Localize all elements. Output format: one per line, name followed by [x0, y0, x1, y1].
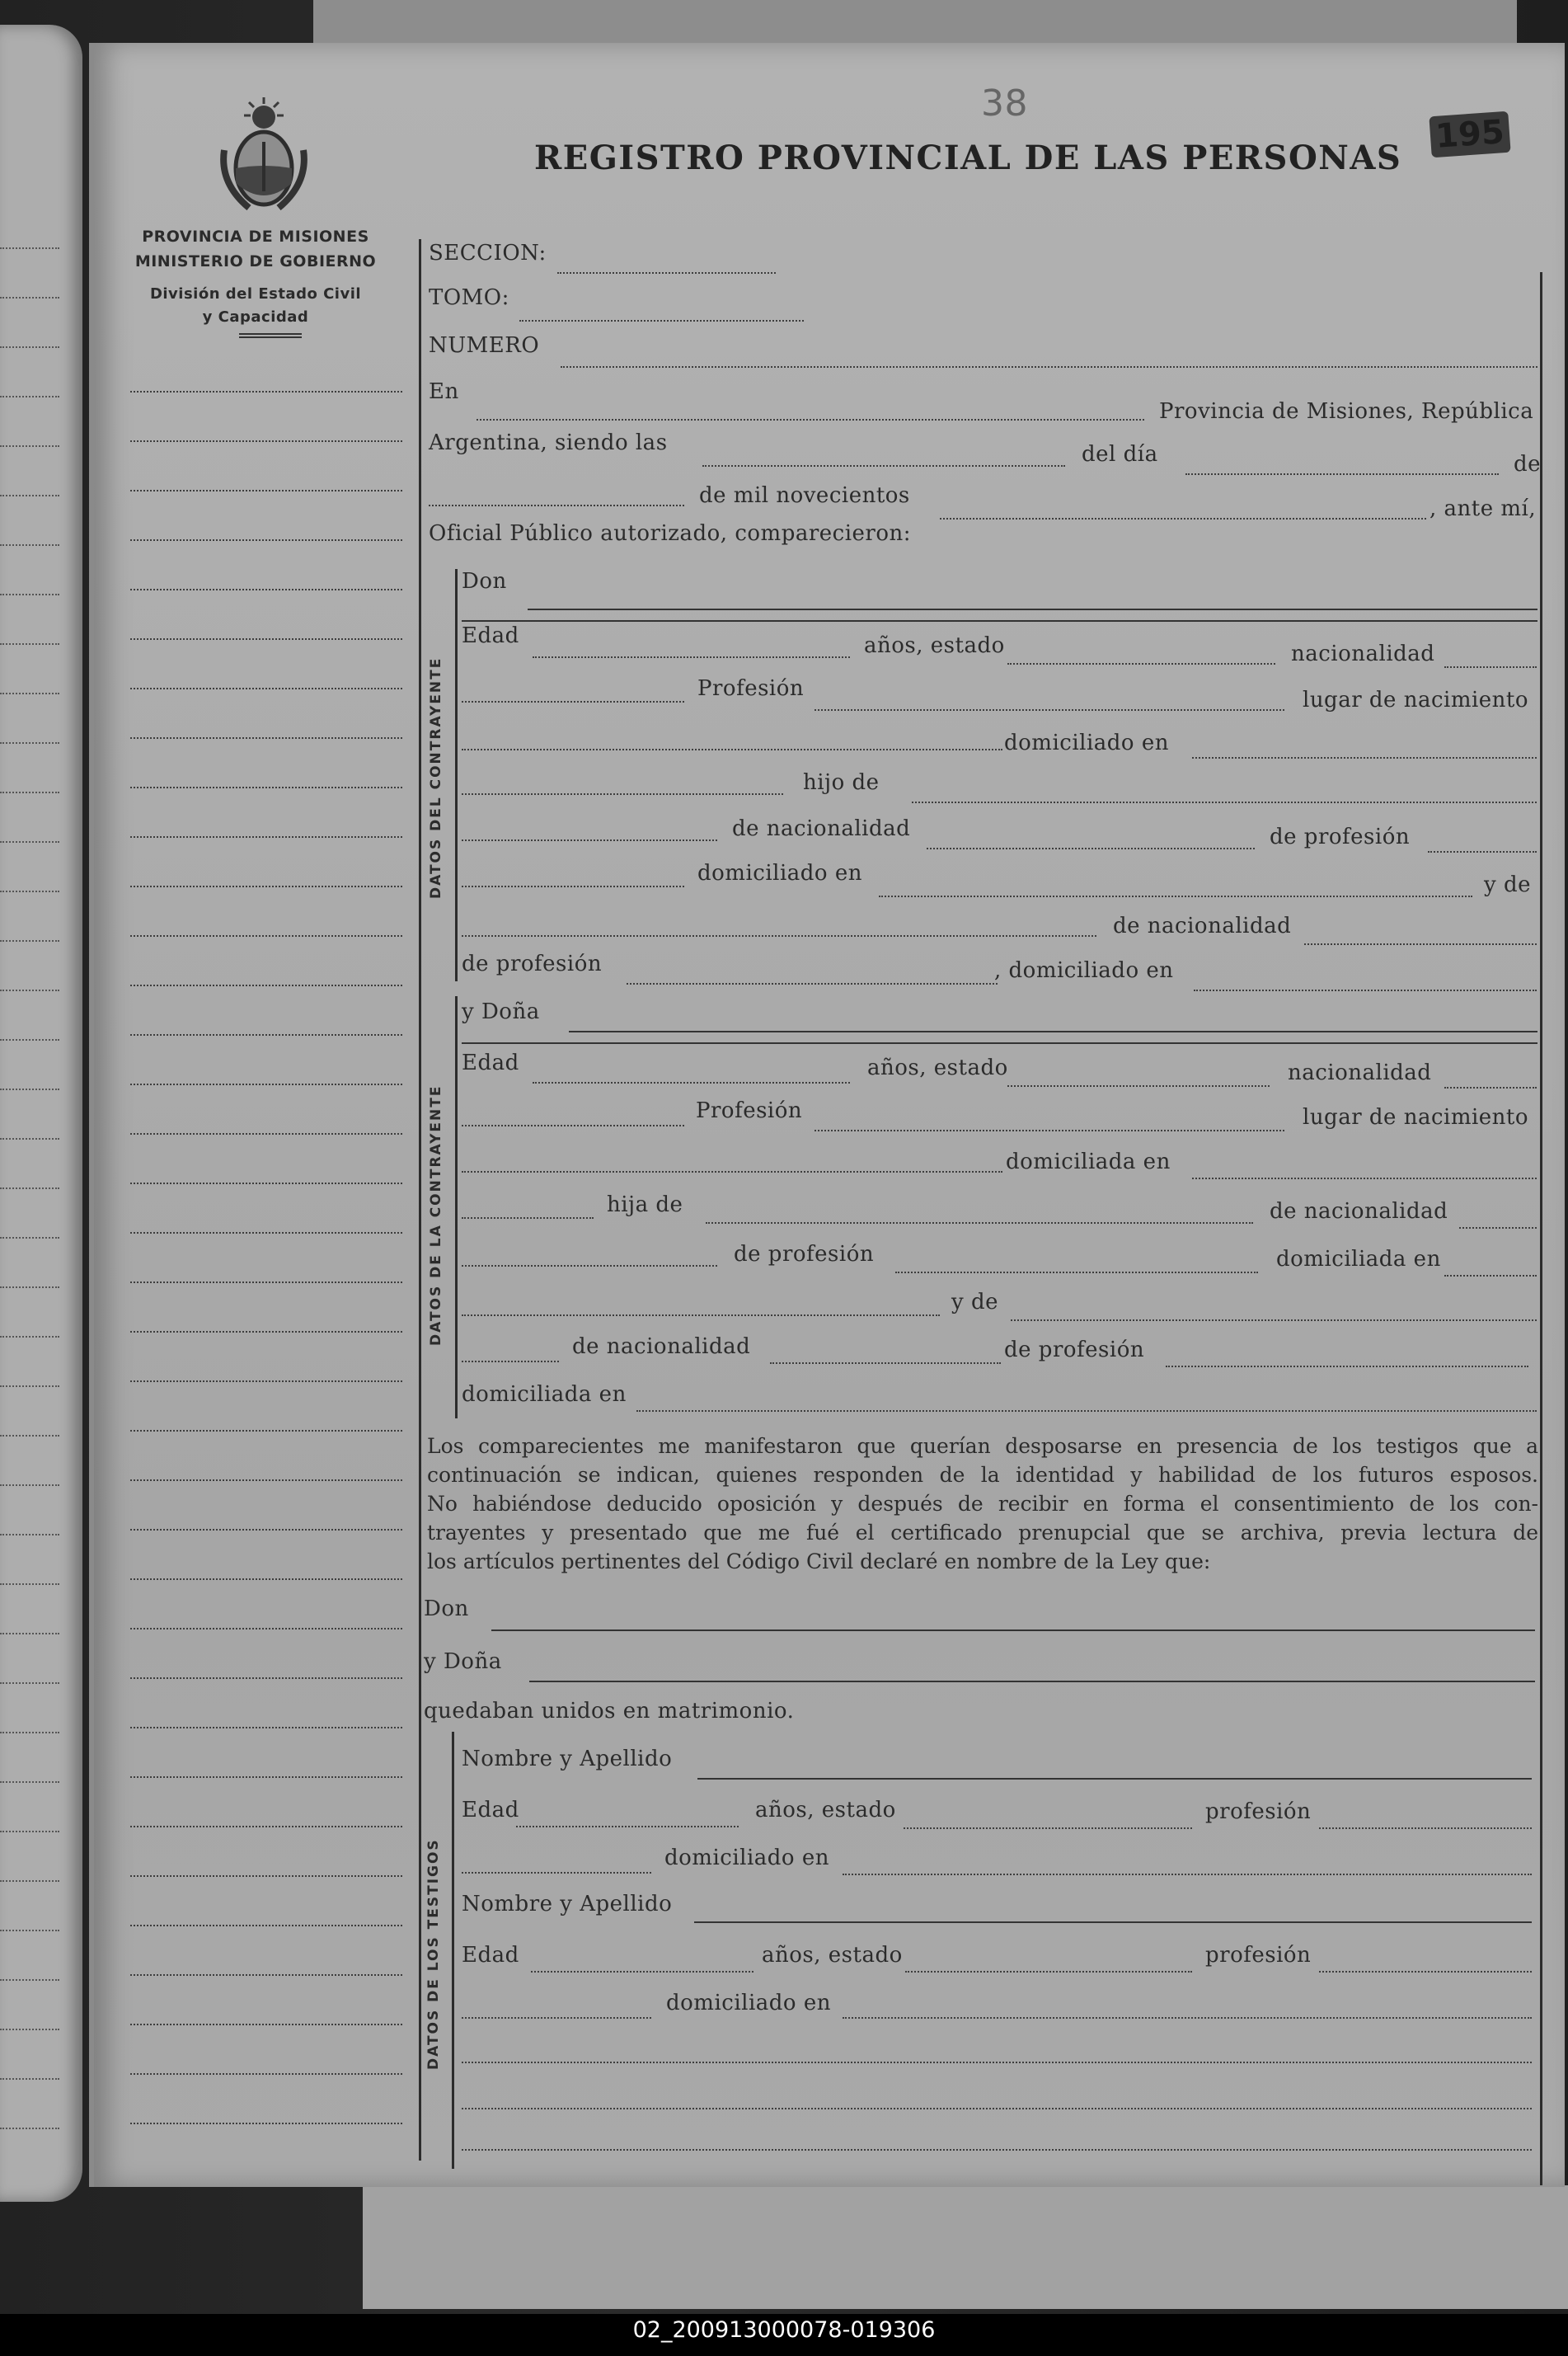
- padre-f-domicilio-cont-field[interactable]: [462, 1314, 940, 1316]
- lugar-f-field[interactable]: [462, 1171, 1002, 1173]
- testigo1-anos-label: años, estado: [755, 1798, 896, 1822]
- testigos-extra-line[interactable]: [462, 2149, 1532, 2151]
- y-de-label: y de: [1484, 872, 1531, 897]
- madre-domiciliado-label: , domiciliado en: [994, 958, 1174, 983]
- padre-f-profesion-field[interactable]: [895, 1272, 1258, 1273]
- padre-f-domiciliada-label: domiciliada en: [1276, 1247, 1441, 1272]
- tomo-field[interactable]: [519, 320, 804, 322]
- padre-field[interactable]: [912, 802, 1537, 803]
- madre-f-nacionalidad-label: de nacionalidad: [572, 1334, 751, 1359]
- domicilio-f-cont-field[interactable]: [462, 1217, 594, 1219]
- padre-nacionalidad-label: de nacionalidad: [732, 816, 911, 841]
- seccion-field[interactable]: [557, 272, 776, 274]
- provincia-text: Provincia de Misiones, República: [1159, 399, 1534, 424]
- nacionalidad-f-field[interactable]: [1444, 1087, 1537, 1089]
- padre-f-nacionalidad-field[interactable]: [1459, 1227, 1537, 1229]
- profesion-pre-field[interactable]: [462, 701, 684, 703]
- paragraph-line: No habiéndose deducido oposición y después de recibir en forma el consentimiento de los con-: [427, 1492, 1538, 1516]
- testigo1-domicilio-field[interactable]: [843, 1874, 1532, 1875]
- profesion-label: Profesión: [697, 676, 805, 701]
- testigo1-profesion-field[interactable]: [1319, 1827, 1532, 1829]
- quedaban-text: quedaban unidos en matrimonio.: [424, 1699, 795, 1724]
- testigos-extra-line[interactable]: [462, 2062, 1532, 2063]
- madre-f-profesion-label: de profesión: [1004, 1338, 1145, 1362]
- testigo1-profesion-label: profesión: [1205, 1799, 1312, 1824]
- header-ministry: MINISTERIO DE GOBIERNO: [134, 252, 377, 270]
- de-label: de: [1514, 452, 1542, 477]
- padre-f-nacionalidad-label: de nacionalidad: [1270, 1199, 1448, 1224]
- en-field[interactable]: [477, 419, 1144, 421]
- dia-field[interactable]: [1185, 473, 1499, 475]
- edad-f-label: Edad: [462, 1051, 519, 1075]
- padre-f-profesion-label: de profesión: [734, 1242, 875, 1267]
- header-province: PROVINCIA DE MISIONES: [142, 228, 369, 246]
- domiciliada-label: domiciliada en: [1006, 1150, 1171, 1174]
- madre-f-domiciliada-label: domiciliada en: [462, 1382, 627, 1407]
- madre-f-field[interactable]: [1011, 1319, 1537, 1321]
- testigo2-domiciliado-label: domiciliado en: [666, 1991, 831, 2015]
- testigo1-domiciliado-label: domiciliado en: [664, 1846, 829, 1870]
- page-number: 38: [981, 82, 1028, 125]
- nacionalidad-f-label: nacionalidad: [1288, 1060, 1432, 1085]
- madre-field[interactable]: [462, 935, 1096, 937]
- y-de-f-label: y de: [951, 1290, 998, 1314]
- dona-field[interactable]: [569, 1031, 1537, 1032]
- profesion-f-label: Profesión: [696, 1098, 803, 1123]
- testigo2-edad-label: Edad: [462, 1943, 519, 1968]
- paragraph-line: Los comparecientes me manifestaron que querían desposarse en presencia de los testigos que a: [427, 1434, 1538, 1458]
- padre-domiciliado-label: domiciliado en: [697, 861, 862, 886]
- lugar-f-label: lugar de nacimiento: [1303, 1105, 1529, 1130]
- union-don-field[interactable]: [491, 1629, 1535, 1631]
- profesion-field[interactable]: [815, 709, 1284, 711]
- don-rule: [462, 620, 1537, 622]
- testigo2-anos-label: años, estado: [762, 1943, 903, 1968]
- estado-f-field[interactable]: [1007, 1085, 1270, 1087]
- testigo2-edad-field[interactable]: [531, 1971, 753, 1973]
- paragraph-line: los artículos pertinentes del Código Civil declaré en nombre de la Ley que:: [427, 1550, 1211, 1573]
- padre-nacionalidad-field[interactable]: [927, 848, 1255, 849]
- testigo1-nombre-field[interactable]: [697, 1778, 1532, 1780]
- don-field[interactable]: [528, 609, 1537, 610]
- domiciliado-field[interactable]: [1192, 757, 1537, 759]
- union-dona-field[interactable]: [529, 1681, 1535, 1682]
- header-division: División del Estado Civil: [149, 285, 362, 303]
- padre-profesion-cont-field[interactable]: [462, 886, 684, 887]
- testigo1-pre-field[interactable]: [462, 1872, 651, 1874]
- numero-label: NUMERO: [429, 333, 540, 358]
- header-rule: [239, 333, 302, 338]
- hija-de-label: hija de: [607, 1192, 683, 1217]
- padre-profesion-field[interactable]: [1428, 851, 1537, 853]
- madre-profesion-field[interactable]: [627, 983, 998, 985]
- don-label: Don: [462, 569, 507, 594]
- contrayente-rule: [455, 569, 458, 981]
- contrayenta-rule: [455, 996, 458, 1418]
- paragraph-line: trayentes y presentado que me fué el certificado prenupcial que se archiva, previa lectura de: [427, 1521, 1538, 1545]
- edad-label: Edad: [462, 623, 519, 648]
- profesion-f-pre-field[interactable]: [462, 1125, 684, 1126]
- form-left-rule: [419, 239, 421, 2161]
- paragraph-line: continuación se indican, quienes responden de la identidad y habilidad de los futuros esposos.: [427, 1463, 1538, 1487]
- testigo1-nombre-label: Nombre y Apellido: [462, 1747, 673, 1771]
- padre-f-nacionalidad-cont-field[interactable]: [462, 1265, 717, 1267]
- madre-nacionalidad-label: de nacionalidad: [1113, 914, 1292, 938]
- madre-domicilio-field[interactable]: [1194, 990, 1537, 991]
- folio-stamp: 195: [1429, 111, 1510, 158]
- lugar-label: lugar de nacimiento: [1303, 688, 1529, 712]
- contrayente-side-label: DATOS DEL CONTRAYENTE: [428, 656, 444, 899]
- del-dia-label: del día: [1082, 442, 1158, 467]
- testigo2-profesion-label: profesión: [1205, 1943, 1312, 1968]
- argentina-text: Argentina, siendo las: [429, 430, 668, 455]
- contrayenta-side-label: DATOS DE LA CONTRAYENTE: [428, 1084, 444, 1346]
- dona-rule: [462, 1042, 1537, 1044]
- testigo1-edad-field[interactable]: [516, 1826, 739, 1827]
- testigo2-pre-field[interactable]: [462, 2017, 651, 2019]
- nacionalidad-field[interactable]: [1444, 666, 1537, 668]
- testigo2-nombre-field[interactable]: [694, 1921, 1532, 1923]
- mil-label: de mil novecientos: [699, 483, 910, 508]
- mes-field[interactable]: [429, 505, 684, 506]
- form-right-rule: [1540, 272, 1542, 2185]
- hora-field[interactable]: [702, 465, 1065, 467]
- coat-of-arms-icon: [216, 92, 312, 216]
- image-caption: 02_200913000078-019306: [632, 2317, 936, 2343]
- padre-profesion-label: de profesión: [1270, 825, 1411, 849]
- anos-estado-label: años, estado: [864, 633, 1005, 658]
- testigos-rule: [452, 1732, 454, 2169]
- declaration-paragraph: [427, 1432, 1538, 1576]
- testigo2-domicilio-field[interactable]: [843, 2017, 1532, 2019]
- madre-f-cont-field[interactable]: [462, 1361, 559, 1362]
- testigo1-edad-label: Edad: [462, 1798, 519, 1822]
- estado-field[interactable]: [1007, 663, 1275, 665]
- header-capacity: y Capacidad: [202, 308, 309, 326]
- domiciliada-field[interactable]: [1192, 1178, 1537, 1179]
- testigos-side-label: DATOS DE LOS TESTIGOS: [425, 1838, 442, 2070]
- padre-f-domicilio-field[interactable]: [1444, 1275, 1537, 1277]
- union-dona-label: y Doña: [424, 1649, 502, 1674]
- anio-field[interactable]: [940, 518, 1426, 520]
- madre-nacionalidad-field[interactable]: [1304, 943, 1537, 945]
- oficial-text: Oficial Público autorizado, comparecieron:: [429, 521, 912, 546]
- madre-f-nacionalidad-field[interactable]: [770, 1362, 1001, 1364]
- madre-f-domicilio-field[interactable]: [636, 1410, 1537, 1412]
- edad-f-field[interactable]: [533, 1082, 850, 1084]
- testigo2-profesion-field[interactable]: [1319, 1971, 1532, 1973]
- padre-cont-field[interactable]: [462, 839, 717, 841]
- hijo-de-label: hijo de: [803, 770, 880, 795]
- bottom-sheet-edge: [363, 2185, 1568, 2309]
- ante-label: , ante mí,: [1430, 496, 1537, 521]
- tomo-label: TOMO:: [429, 285, 509, 310]
- numero-field[interactable]: [561, 366, 1537, 368]
- testigo2-estado-field[interactable]: [905, 1971, 1192, 1973]
- domiciliado-label: domiciliado en: [1004, 731, 1169, 755]
- dona-label: y Doña: [462, 999, 540, 1024]
- madre-f-profesion-field[interactable]: [1166, 1366, 1528, 1367]
- padre-f-field[interactable]: [706, 1222, 1253, 1224]
- padre-domicilio-field[interactable]: [879, 896, 1472, 897]
- domicilio-cont-field[interactable]: [462, 793, 783, 795]
- nacionalidad-label: nacionalidad: [1291, 642, 1435, 666]
- profesion-f-field[interactable]: [815, 1130, 1284, 1131]
- testigo2-nombre-label: Nombre y Apellido: [462, 1892, 673, 1916]
- anos-estado-f-label: años, estado: [867, 1056, 1008, 1080]
- edad-field[interactable]: [533, 656, 850, 658]
- seccion-label: SECCION:: [429, 241, 547, 266]
- testigo1-estado-field[interactable]: [904, 1827, 1192, 1829]
- madre-profesion-label: de profesión: [462, 952, 603, 976]
- left-facing-page: [0, 25, 82, 2202]
- lugar-field[interactable]: [462, 749, 1002, 750]
- en-label: En: [429, 379, 459, 404]
- union-don-label: Don: [424, 1597, 469, 1621]
- page-title: REGISTRO PROVINCIAL DE LAS PERSONAS: [534, 139, 1402, 177]
- testigos-extra-line[interactable]: [462, 2108, 1532, 2109]
